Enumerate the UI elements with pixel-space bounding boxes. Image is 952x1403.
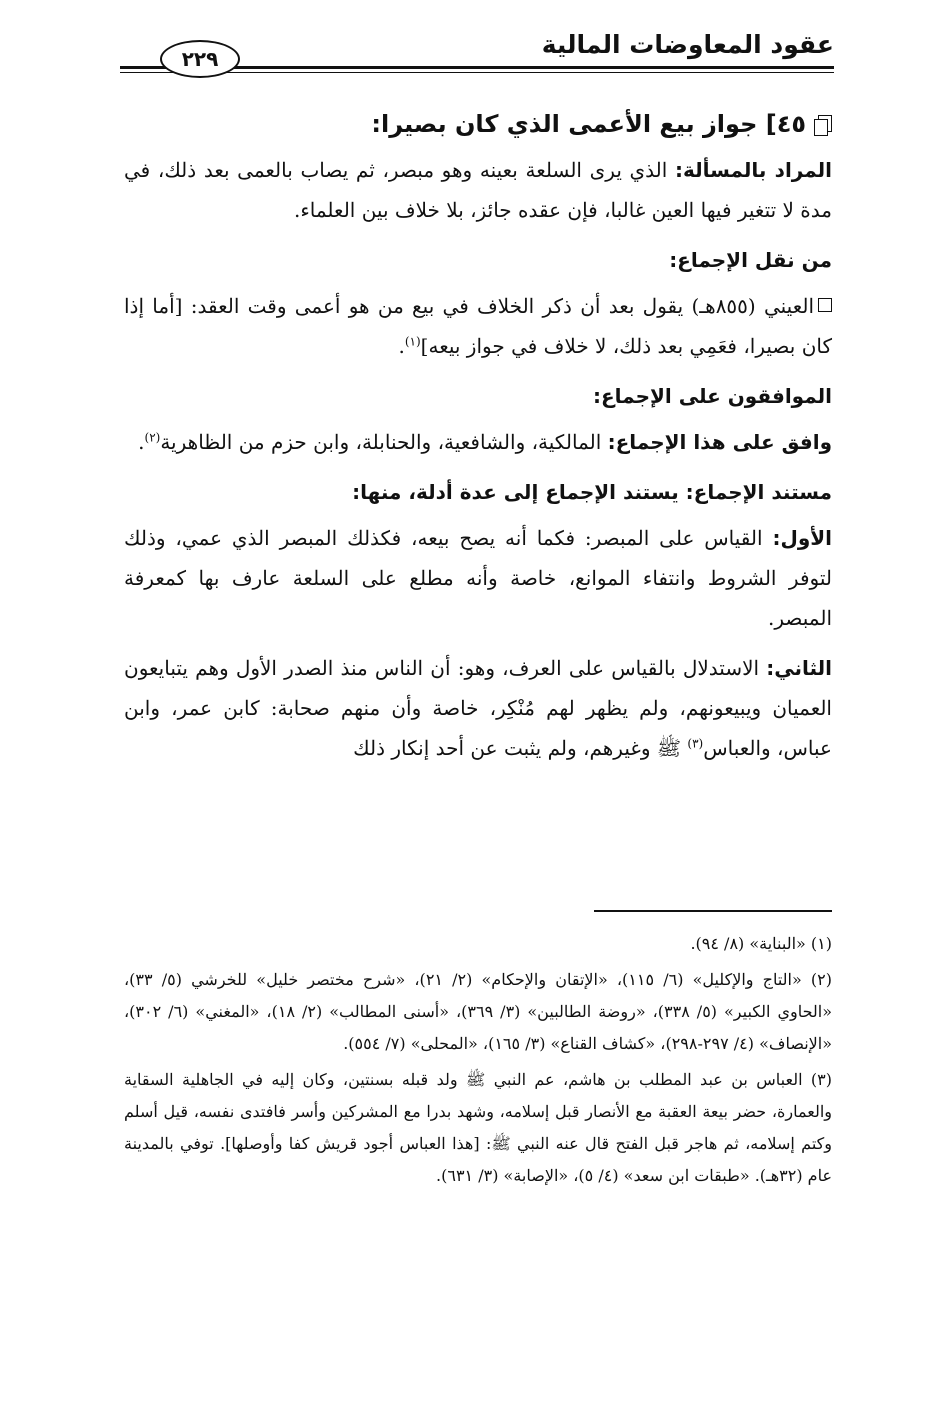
footnote-separator bbox=[594, 910, 832, 912]
second-evidence-text-a: الاستدلال بالقياس على العرف، وهو: أن الناس منذ الصدر الأول وهم يتبايعون العميان ويبيعونهم، ولم يظهر لهم مُنْكِر، خاصة وأن منهم صحابة: كابن عمر، وابن عباس، والعباس bbox=[124, 656, 832, 760]
section-title: جواز بيع الأعمى الذي كان بصيرا: bbox=[371, 110, 758, 138]
main-content bbox=[124, 100, 832, 778]
footnote-1: (١) «البناية» (٨/ ٩٤). bbox=[690, 934, 832, 953]
page-header bbox=[120, 26, 834, 76]
transmission-label: من نقل الإجماع: bbox=[669, 248, 832, 272]
agreers-lead: وافق على هذا الإجماع: bbox=[607, 430, 832, 454]
section-number: ٤٥] bbox=[765, 110, 806, 138]
agreers-text: المالكية، والشافعية، والحنابلة، وابن حزم من الظاهرية bbox=[160, 430, 602, 454]
agreers-label: الموافقون على الإجماع: bbox=[593, 384, 832, 408]
running-title: عقود المعاوضات المالية bbox=[541, 30, 834, 59]
quote-paragraph: العيني (٨٥٥هـ) يقول بعد أن ذكر الخلاف في بيع من هو أعمى وقت العقد: [أما إذا كان بصيرا، فعَمِي بعد ذلك، لا خلاف في جواز بيعه]$^{(١)}$. bbox=[124, 294, 832, 358]
quote-intro: العيني (٨٥٥هـ) يقول بعد أن ذكر الخلاف في بيع من هو أعمى وقت العقد: bbox=[190, 294, 815, 318]
footnote-ref-2: (٢) bbox=[144, 430, 161, 445]
first-evidence-paragraph bbox=[124, 518, 832, 638]
footnote-3: (٣) العباس بن عبد المطلب بن هاشم، عم النبي ﷺ ولد قبله بسنتين، وكان إليه في الجاهلية السقاية والعمارة، حضر بيعة العقبة مع الأنصار قبل إسلامه، وشهد بدرا مع المشركين وأسر فافتدى نفسه، قيل أسلم وكتم إسلامه، ثم هاجر قبل الفتح قال عنه النبي ﷺ: [هذا العباس أجود قريش كفا وأوصلها]. توفي بالمدينة عام (٣٢هـ). «طبقات ابن سعد» (٤/ ٥)، «الإصابة» (٣/ ٦٣١). bbox=[124, 1070, 832, 1185]
second-evidence-text-b: ﷺ وغيرهم، ولم يثبت عن أحد إنكار ذلك bbox=[353, 736, 682, 760]
document-stack-icon bbox=[814, 115, 832, 135]
footnote-ref-3: (٣) bbox=[687, 736, 704, 751]
square-bullet-icon bbox=[818, 298, 832, 312]
quote-text: [أما إذا كان بصيرا، فعَمِي بعد ذلك، لا خلاف في جواز بيعه] bbox=[124, 294, 832, 358]
footnotes bbox=[124, 928, 832, 1196]
second-evidence-paragraph bbox=[124, 648, 832, 768]
footnote-2: (٢) «التاج والإكليل» (٦/ ١١٥)، «الإتقان والإحكام» (٢/ ٢١)، «شرح مختصر خليل» للخرشي (٥/ ٣٣)، «الحاوي الكبير» (٥/ ٣٣٨)، «روضة الطالبين» (٣/ ٣٦٩)، «أسنى المطالب» (٢/ ١٨)، «المغني» (٦/ ٣٠٢)، «الإنصاف» (٤/ ٢٩٧-٢٩٨)، «كشاف القناع» (٣/ ١٦٥)، «المحلى» (٧/ ٥٥٤). bbox=[124, 970, 833, 1053]
footnote-ref-1: (١) bbox=[404, 334, 421, 349]
agreers-paragraph: وافق على هذا الإجماع: المالكية، والشافعية، والحنابلة، وابن حزم من الظاهرية$^{(٢)}$. bbox=[138, 430, 832, 454]
intro-paragraph bbox=[124, 150, 832, 230]
first-evidence-text: القياس على المبصر: فكما أنه يصح بيعه، فكذلك المبصر الذي عمي، وذلك لتوفر الشروط وانتفاء الموانع، خاصة وأنه مطلع على السلعة عارف بها كمعرفة المبصر. bbox=[124, 526, 832, 630]
page-number: ٢٢٩ bbox=[160, 40, 240, 78]
section-heading bbox=[124, 104, 832, 144]
intro-text: الذي يرى السلعة بعينه وهو مبصر، ثم يصاب بالعمى بعد ذلك، في مدة لا تتغير فيها العين غالبا، فإن عقده جائز، بلا خلاف بين العلماء. bbox=[124, 158, 832, 222]
basis-label: مستند الإجماع: يستند الإجماع إلى عدة أدلة، منها: bbox=[352, 480, 832, 504]
intro-label: المراد بالمسألة: bbox=[675, 158, 833, 182]
first-evidence-lead: الأول: bbox=[772, 526, 832, 550]
second-evidence-lead: الثاني: bbox=[766, 656, 833, 680]
